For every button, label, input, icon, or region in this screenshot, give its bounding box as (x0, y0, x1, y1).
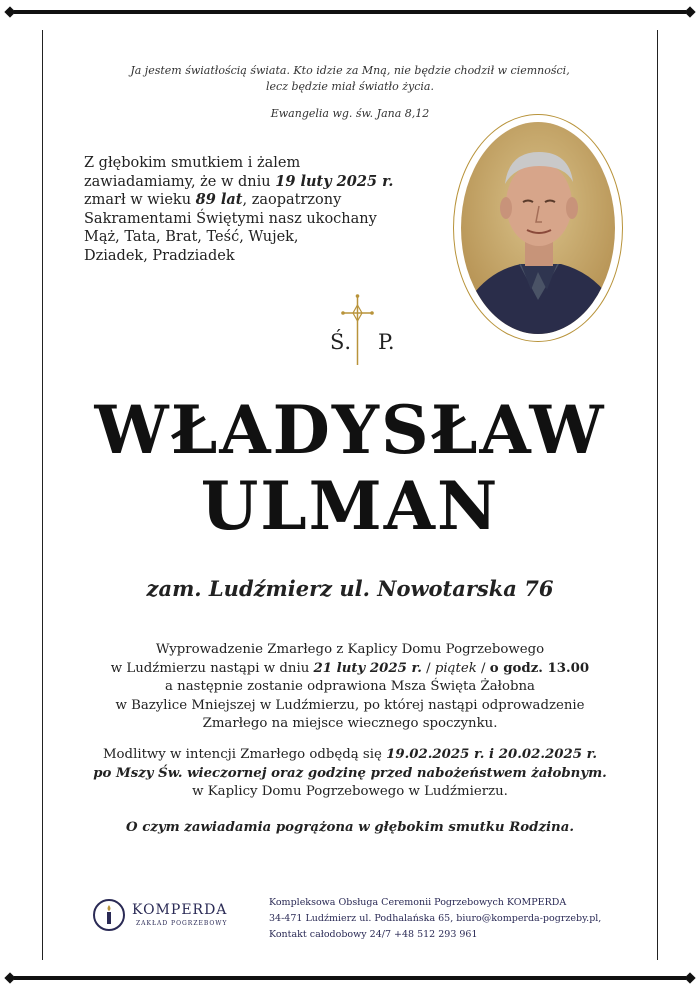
portrait-photo (461, 122, 615, 334)
funeral-date: 21 luty 2025 r. (313, 660, 422, 676)
top-left-diamond (4, 6, 15, 17)
bottom-border (14, 976, 686, 980)
cross-icon (340, 291, 375, 371)
top-border (14, 10, 686, 14)
announcement-intro: Z głębokim smutkiem i żalem zawiadamiamy, że w dniu 19 luty 2025 r. zmarł w wieku 89 lat, zaopatrzony Sakramentami Świętymi nasz ukochany Mąż, Tata, Brat, Teść, Wujek, Dziadek, Pradziadek (84, 155, 394, 264)
candle-logo-icon (92, 898, 126, 932)
bottom-right-diamond (684, 972, 695, 983)
funeral-time: o godz. 13.00 (489, 660, 590, 676)
age: 89 lat (195, 191, 243, 208)
bible-quote: Ja jestem światłością świata. Kto idzie za Mną, nie będzie chodził w ciemności, lecz będzie miał światło życia. (130, 64, 570, 93)
address: zam. Ludźmierz ul. Nowotarska 76 (146, 576, 554, 601)
funeral-info: Wyprowadzenie Zmarłego z Kaplicy Domu Pogrzebowego w Ludźmierzu nastąpi w dniu 21 luty 2025 r. / piątek / o godz. 13.00 a następnie zostanie odprawiona Msza Święta Żałobna w Bazylice Mniejszej w Ludźmierzu, po której nastąpi odprowadzenie Zmarłego na miejsce wiecznego spoczynku. (110, 642, 590, 731)
quote-source: Ewangelia wg. św. Jana 8,12 (270, 107, 430, 120)
prayer-dates: 19.02.2025 r. i 20.02.2025 r. (386, 747, 598, 762)
death-date: 19 luty 2025 r. (275, 172, 394, 190)
top-right-diamond (684, 6, 695, 17)
last-name: ULMAN (200, 467, 500, 545)
sp-left: Ś. (330, 330, 352, 354)
prayers-info: Modlitwy w intencji Zmarłego odbędą się 19.02.2025 r. i 20.02.2025 r. po Mszy Św. wieczornej oraz godzinę przed nabożeństwem żałobnym. w Kaplicy Domu Pogrzebowego w Ludźmierzu. (93, 747, 607, 799)
sp-mark (330, 318, 420, 378)
closing-line: O czym zawiadamia pogrążona w głębokim smutku Rodzina. (126, 820, 574, 835)
company-info: Kompleksowa Obsługa Ceremonii Pogrzebowych KOMPERDA 34-471 Ludźmierz ul. Podhalańska 65, biuro@komperda-pogrzeby.pl, Kontakt całodobowy 24/7 +48 512 293 961 (269, 897, 602, 940)
komperda-logo: KOMPERDA ZAKŁAD POGRZEBOWY (92, 896, 252, 936)
sp-right: P. (378, 330, 395, 354)
first-name: WŁADYSŁAW (94, 391, 606, 469)
bottom-left-diamond (4, 972, 15, 983)
